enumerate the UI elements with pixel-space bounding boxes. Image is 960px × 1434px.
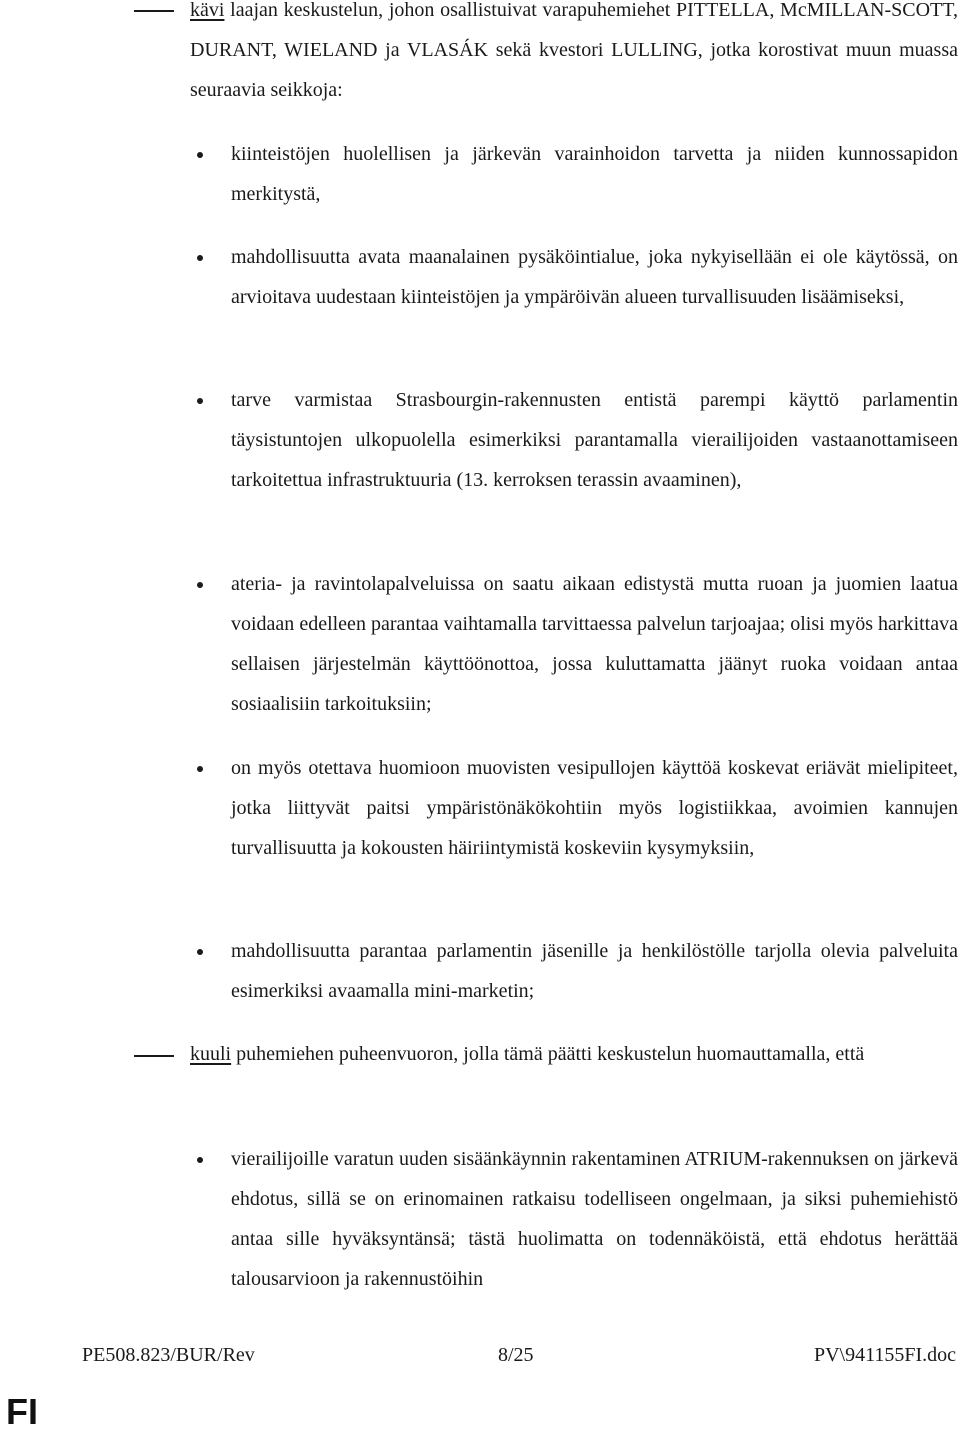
dash-marker-1 <box>134 10 174 12</box>
bullet-dot-3 <box>197 398 203 404</box>
bullet-dot-5 <box>197 766 203 772</box>
dash-item-1-text: laajan keskustelun, johon osallistuivat varapuhemiehet PITTELLA, McMILLAN-SCOTT, DURANT, WIELAND ja VLASÁK sekä kvestori LULLING, jotka korostivat muun muassa seuraavia seikkoja: <box>190 0 958 101</box>
dash-item-2 <box>190 1034 958 1074</box>
language-code: FI <box>6 1391 38 1432</box>
dash-item-2-text: puhemiehen puheenvuoron, jolla tämä päätti keskustelun huomauttamalla, että <box>231 1043 865 1065</box>
bullet-dot-4 <box>197 582 203 588</box>
footer-reference: PE508.823/BUR/Rev <box>82 1344 255 1366</box>
bullet-item-4: ateria- ja ravintolapalveluissa on saatu aikaan edistystä mutta ruoan ja juomien laatua voidaan edelleen parantaa vaihtamalla tarvittaessa palvelun tarjoajaa; olisi myös harkittava sellaisen järjestelmän käyttöönottoa, jossa kuluttamatta jäänyt ruoka voidaan antaa sosiaalisiin tarkoituksiin; <box>231 573 958 715</box>
dash-item-1-verb: kävi <box>190 0 225 21</box>
bullet-item-6: mahdollisuutta parantaa parlamentin jäsenille ja henkilöstölle tarjolla olevia palveluita esimerkiksi avaamalla mini-marketin; <box>231 940 958 1002</box>
bullet-item-7: vierailijoille varatun uuden sisäänkäynnin rakentaminen ATRIUM-rakennuksen on järkevä ehdotus, sillä se on erinomainen ratkaisu todelliseen ongelmaan, ja siksi puhemiehistö antaa sille hyväksyntänsä; tästä huolimatta on todennäköistä, että ehdotus herättää talousarvioon ja rakennustöihin <box>231 1148 958 1290</box>
bullet-item-5: on myös otettava huomioon muovisten vesipullojen käyttöä koskevat eriävät mielipiteet, jotka liittyvät paitsi ympäristönäkökohtiin myös logistiikkaa, avoimien kannujen turvallisuutta ja kokousten häiriintymistä koskeviin kysymyksiin, <box>231 757 958 859</box>
bullet-dot-1 <box>197 152 203 158</box>
dash-marker-2 <box>134 1055 174 1057</box>
footer-page-number: 8/25 <box>498 1344 534 1366</box>
dash-item-2-verb: kuuli <box>190 1043 232 1065</box>
bullet-item-1: kiinteistöjen huolellisen ja järkevän varainhoidon tarvetta ja niiden kunnossapidon merkitystä, <box>231 143 958 205</box>
bullet-dot-6 <box>197 949 203 955</box>
bullet-item-3: tarve varmistaa Strasbourgin-rakennusten entistä parempi käyttö parlamentin täysistuntojen ulkopuolella esimerkiksi parantamalla vierailijoiden vastaanottamiseen tarkoitettua infrastruktuuria (13. kerroksen terassin avaaminen), <box>231 389 958 491</box>
bullet-item-2: mahdollisuutta avata maanalainen pysäköintialue, joka nykyisellään ei ole käytössä, on arvioitava uudestaan kiinteistöjen ja ympäröivän alueen turvallisuuden lisäämiseksi, <box>231 246 958 308</box>
dash-item-1 <box>190 0 958 110</box>
footer-filename: PV\941155FI.doc <box>813 1344 956 1366</box>
bullet-dot-2 <box>197 255 203 261</box>
bullet-dot-7 <box>197 1157 203 1163</box>
